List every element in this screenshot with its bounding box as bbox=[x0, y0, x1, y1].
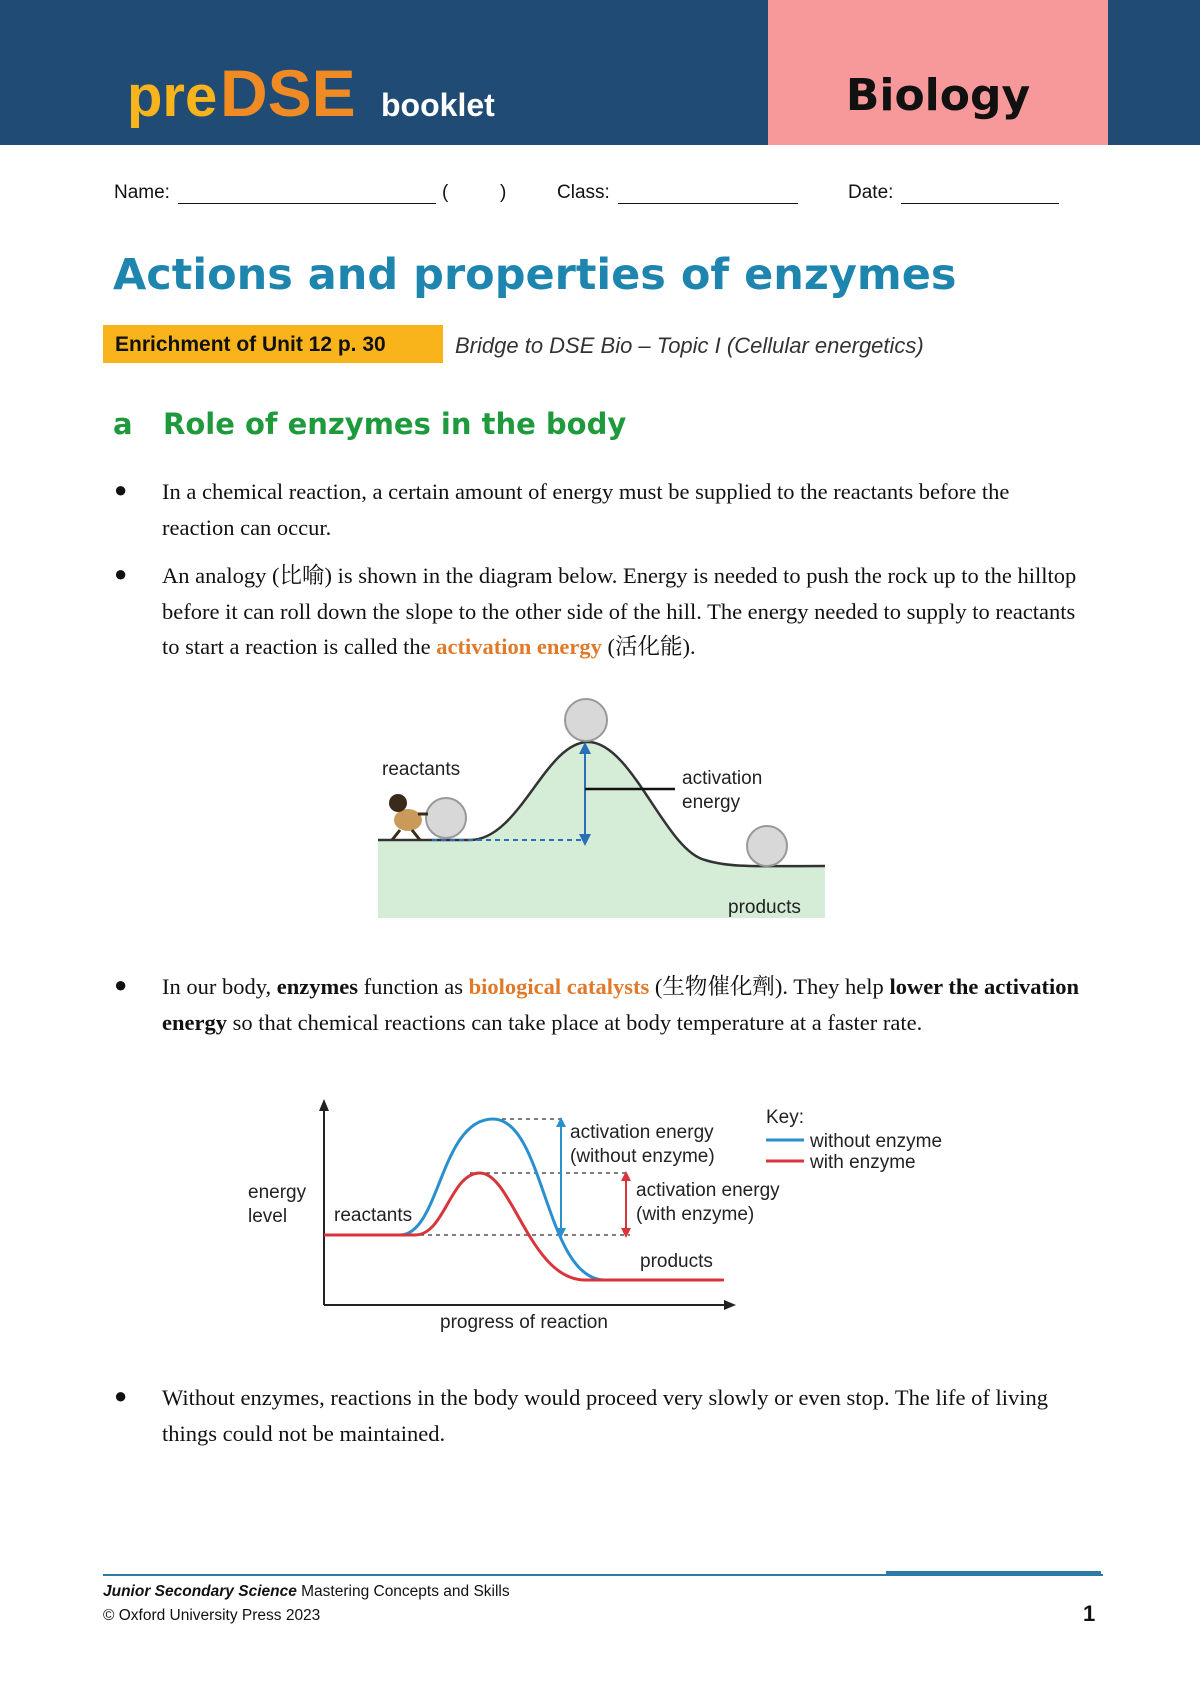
class-field[interactable] bbox=[618, 203, 798, 204]
name-field[interactable] bbox=[178, 203, 436, 204]
key-without-label: without enzyme bbox=[810, 1131, 943, 1152]
enrichment-tag bbox=[103, 325, 443, 363]
y-label-2: level bbox=[248, 1206, 288, 1227]
key-with-label: with enzyme bbox=[810, 1152, 916, 1173]
paragraph-3-text: In our body, bbox=[162, 974, 277, 999]
page-title: Actions and properties of enzymes bbox=[113, 250, 957, 300]
enrichment-label: Enrichment of Unit 12 p. 30 bbox=[115, 333, 386, 356]
paragraph-2-end: (活化能). bbox=[601, 634, 696, 659]
x-label: progress of reaction bbox=[440, 1312, 608, 1333]
hill-activation-label-2: energy bbox=[682, 792, 741, 813]
paren-close: ) bbox=[500, 182, 507, 203]
footer-copyright: © Oxford University Press 2023 bbox=[103, 1607, 321, 1624]
ae-without-label-2: (without enzyme) bbox=[570, 1146, 715, 1167]
logo-booklet: booklet bbox=[381, 87, 495, 123]
bullet-dot-3: ● bbox=[114, 972, 128, 997]
caveman-pushing bbox=[389, 794, 428, 840]
rock-reactant bbox=[426, 798, 466, 838]
paragraph-1 bbox=[162, 474, 1082, 545]
date-label: Date: bbox=[848, 182, 894, 203]
logo-pre: pre bbox=[127, 64, 218, 128]
y-label-1: energy bbox=[248, 1182, 307, 1203]
paragraph-4 bbox=[162, 1380, 1082, 1451]
graph-reactants-label: reactants bbox=[334, 1205, 413, 1226]
graph-products-label: products bbox=[640, 1251, 713, 1272]
page-number: 1 bbox=[1083, 1601, 1096, 1626]
predse-logo bbox=[125, 38, 545, 128]
ae-without-arrow-top bbox=[556, 1117, 566, 1127]
paragraph-1-text: In a chemical reaction, a certain amount of energy must be supplied to the reactants before the reaction can occur. bbox=[162, 479, 1010, 540]
rock-top bbox=[565, 699, 607, 741]
footer-divider bbox=[103, 1574, 1103, 1576]
key-title: Key: bbox=[766, 1107, 805, 1128]
paragraph-2-text: An analogy (比喻) is shown in the diagram below. Energy is needed to push the rock up to the hilltop before it can roll down the slope to the other side of the hill. The energy needed to supply to reactants to start a reaction is called the bbox=[162, 563, 1077, 659]
ae-with-label-2: (with enzyme) bbox=[636, 1204, 755, 1225]
energy-profile-graph bbox=[240, 1095, 980, 1345]
footer-divider-accent bbox=[886, 1571, 1101, 1574]
paragraph-4-text: Without enzymes, reactions in the body would proceed very slowly or even stop. The life of living things could not be maintained. bbox=[162, 1385, 1048, 1446]
hill-reactants-label: reactants bbox=[382, 759, 461, 780]
name-label: Name: bbox=[114, 182, 170, 203]
x-axis-arrow bbox=[724, 1300, 736, 1310]
term-activation-energy: activation energy bbox=[436, 634, 602, 659]
ae-with-arrow-bottom bbox=[621, 1228, 631, 1238]
hill-analogy-diagram bbox=[370, 690, 840, 930]
footer-series-subtitle: Mastering Concepts and Skills bbox=[296, 1583, 510, 1600]
ae-without-label-1: activation energy bbox=[570, 1122, 714, 1143]
bullet-dot-2: ● bbox=[114, 561, 128, 586]
class-label: Class: bbox=[557, 182, 610, 203]
ae-with-label-1: activation energy bbox=[636, 1180, 780, 1201]
paragraph-3-mid: function as bbox=[358, 974, 469, 999]
paragraph-3-end: so that chemical reactions can take place at body temperature at a faster rate. bbox=[226, 1009, 923, 1035]
paragraph-3-mid2: (生物催化劑). They help bbox=[649, 974, 890, 999]
hill-products-label: products bbox=[728, 897, 801, 918]
paragraph-3 bbox=[162, 969, 1082, 1040]
subject-box bbox=[768, 0, 1108, 145]
term-biological-catalysts: biological catalysts bbox=[468, 974, 650, 999]
footer-series-title: Junior Secondary Science bbox=[103, 1583, 297, 1600]
section-letter: a bbox=[113, 407, 133, 441]
y-axis-arrow bbox=[319, 1099, 329, 1111]
rock-product bbox=[747, 826, 787, 866]
bridge-reference: Bridge to DSE Bio – Topic I (Cellular energetics) bbox=[455, 333, 924, 358]
bullet-dot-1: ● bbox=[114, 477, 128, 502]
term-enzymes: enzymes bbox=[276, 974, 359, 999]
section-title: Role of enzymes in the body bbox=[163, 407, 627, 441]
bullet-dot-4: ● bbox=[114, 1383, 128, 1408]
paragraph-2 bbox=[162, 558, 1082, 665]
footer-series bbox=[103, 1583, 510, 1601]
subject-label: Biology bbox=[845, 69, 1031, 121]
hill-activation-label-1: activation bbox=[682, 768, 763, 789]
date-field[interactable] bbox=[901, 203, 1059, 204]
term-lower-activation-energy: lower the activation energy bbox=[162, 974, 1079, 1035]
paren-open: ( bbox=[442, 182, 449, 203]
logo-dse: DSE bbox=[220, 56, 356, 128]
